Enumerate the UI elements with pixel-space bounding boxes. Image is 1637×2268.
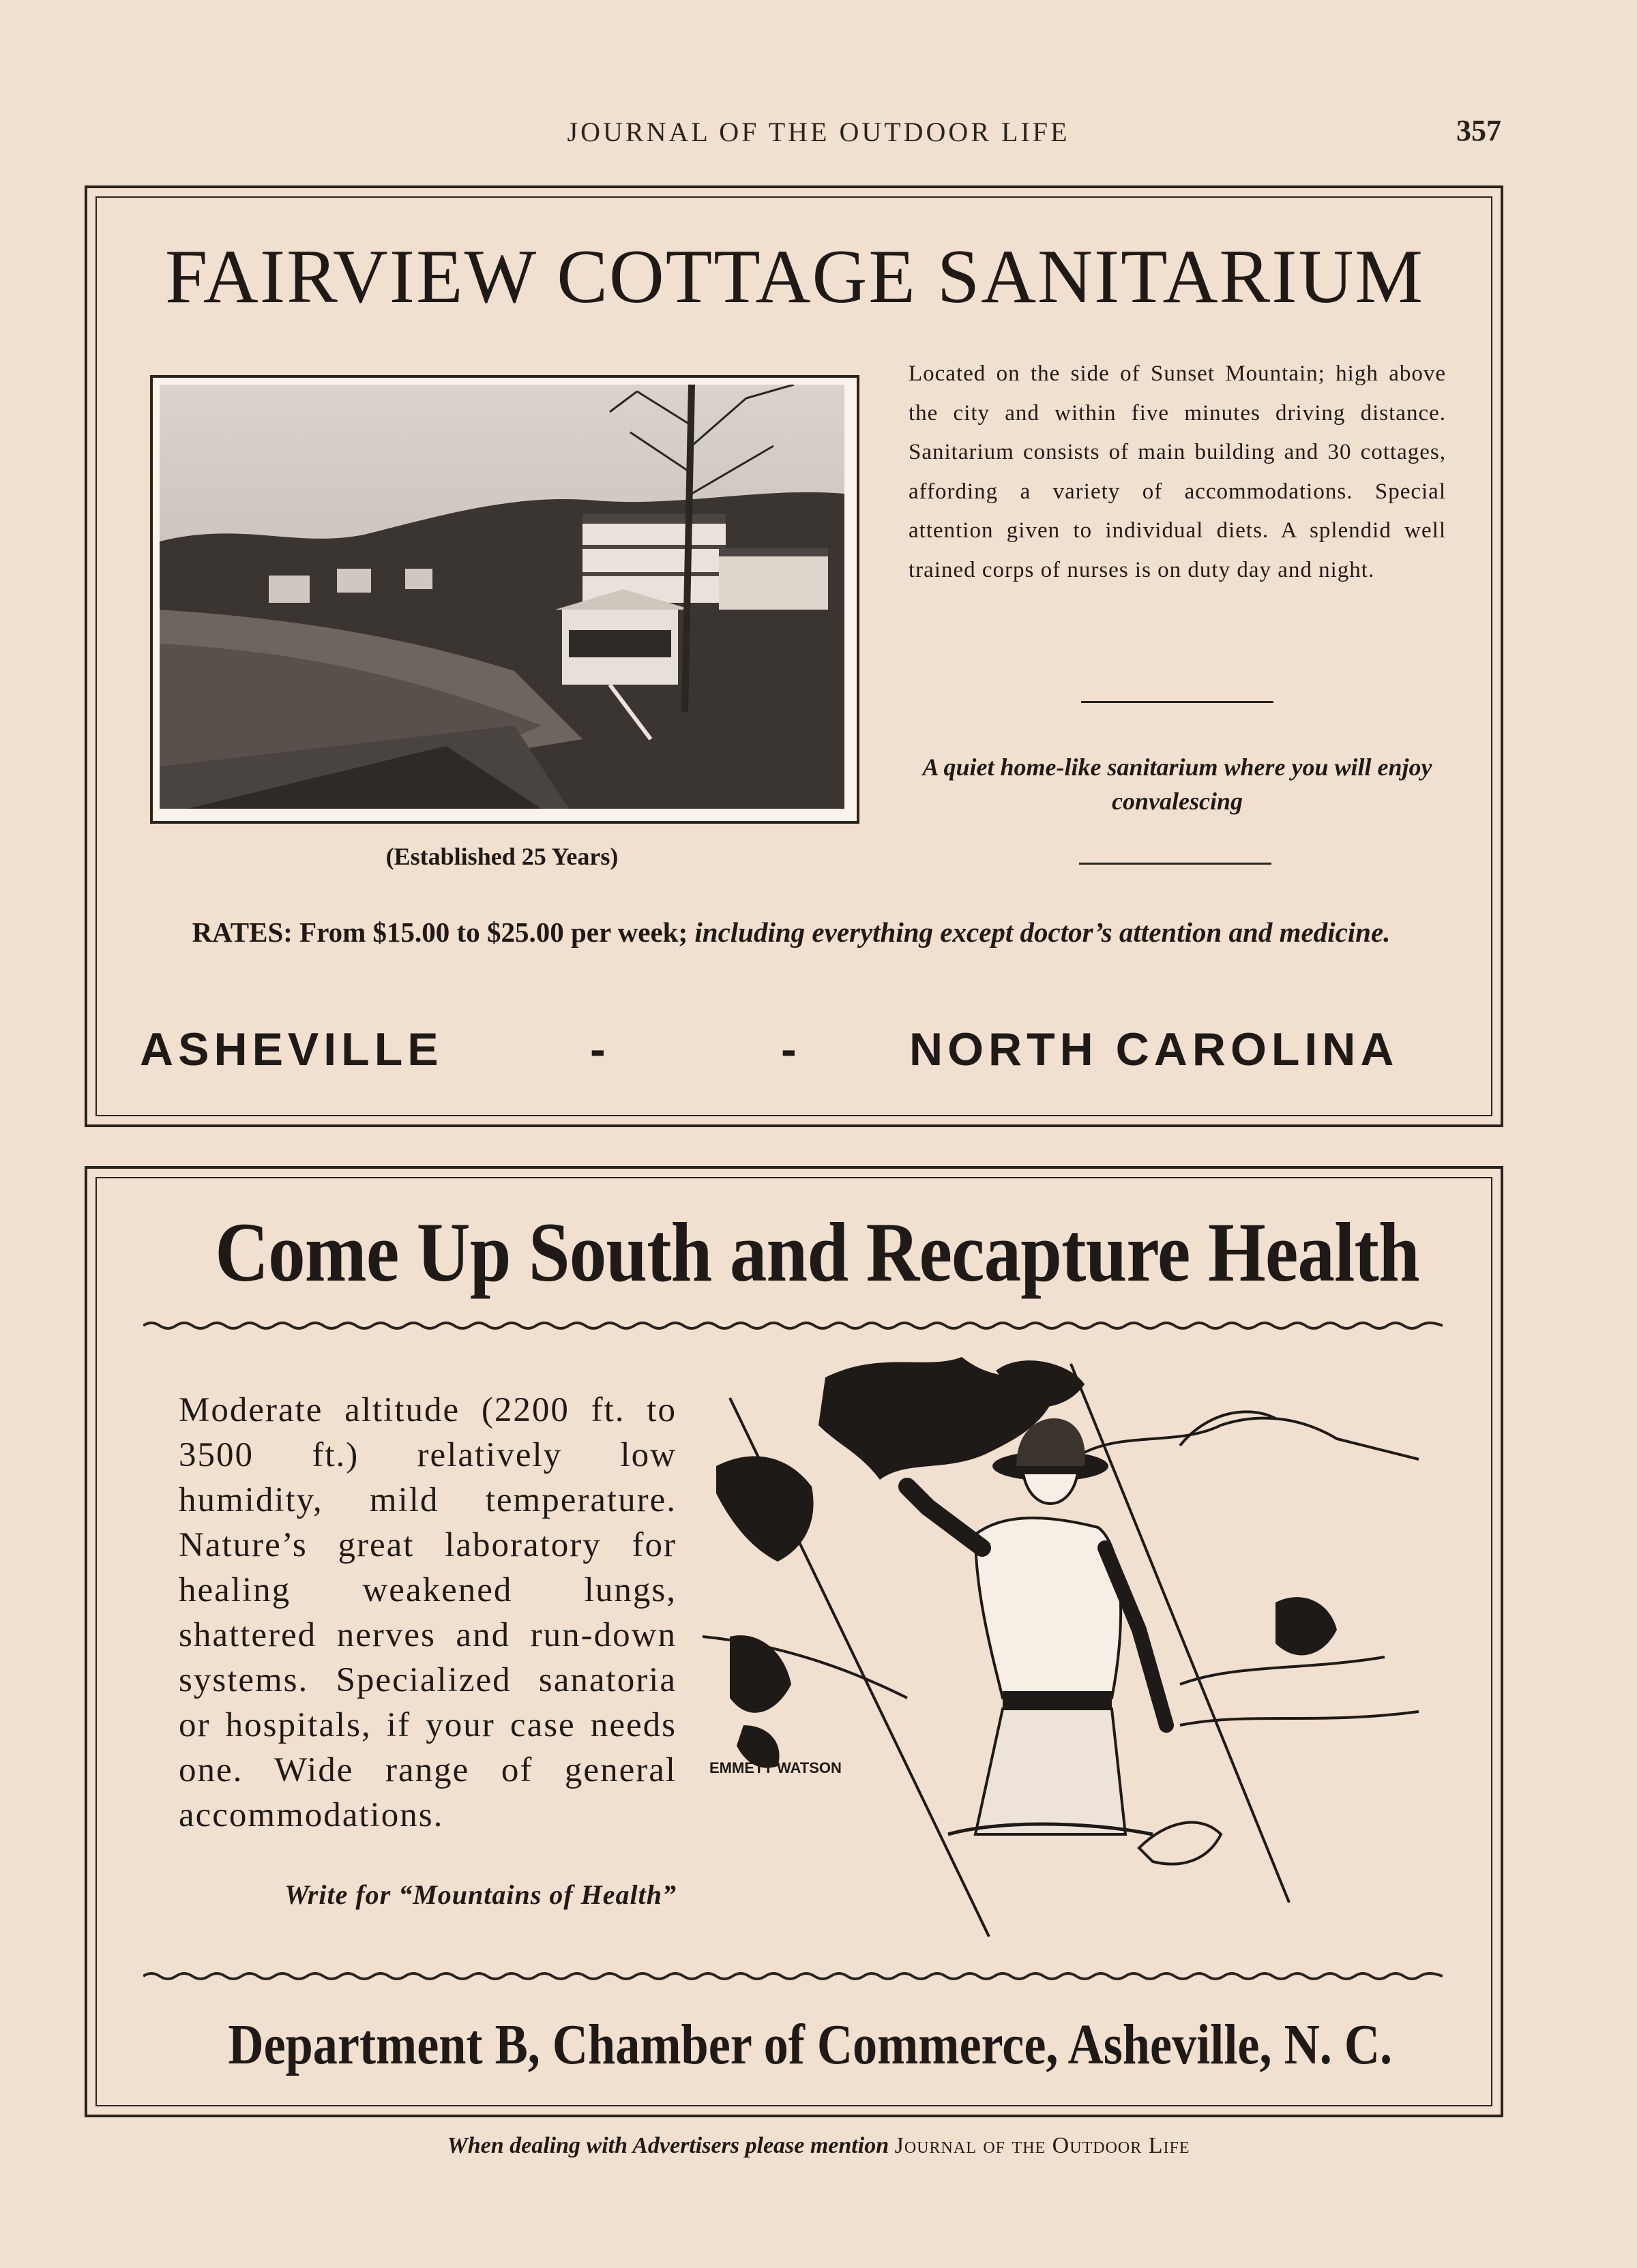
ornamental-rule <box>143 1320 1443 1331</box>
footer-journal: Journal of the Outdoor Life <box>894 2133 1190 2158</box>
divider-rule <box>1079 863 1271 865</box>
call-to-action: Write for “Mountains of Health” <box>284 1879 677 1910</box>
fairview-title: FAIRVIEW COTTAGE SANITARIUM <box>165 235 1424 319</box>
state-name: NORTH CAROLINA <box>909 1024 1399 1075</box>
fairview-tagline: A quiet home-like sanitarium where you will enjoy convalescing <box>922 753 1432 815</box>
separator-dash: - <box>590 1024 606 1075</box>
sanitarium-photo-image <box>160 385 844 809</box>
fairview-description: Located on the side of Sunset Mountain; high above the city and within five minutes driving distance. Sanitarium consists of main building and 30 cottages, affording a variety of accommodations. Special attention given to individual diets. A splendid well trained corps of nurses is on duty day and night. <box>909 361 1446 582</box>
fisherman-illustration <box>703 1343 1446 1943</box>
health-body: Moderate altitude (2200 ft. to 3500 ft.) relatively low humidity, mild temperature. Nature’s great laboratory for healing weakened lungs, shattered nerves and run-down systems. Specialized sanatoria or hospitals, if your case needs one. Wide range of general accommodations. <box>179 1391 677 1834</box>
contact-address: Department B, Chamber of Commerce, Asheville, N. C. <box>228 2013 1393 2076</box>
photo-caption: (Established 25 Years) <box>385 843 619 870</box>
separator-dash: - <box>781 1024 797 1075</box>
ornamental-rule <box>143 1971 1443 1982</box>
rates-suffix: including everything except doctor’s attention and medicine. <box>694 916 1391 948</box>
sanitarium-photo <box>150 375 859 824</box>
divider-rule <box>1081 701 1273 703</box>
rates-prefix: RATES: From $15.00 to $25.00 per week; <box>192 916 688 948</box>
page-number: 357 <box>1456 114 1501 147</box>
running-header: JOURNAL OF THE OUTDOOR LIFE <box>567 117 1070 147</box>
footer-text: When dealing with Advertisers please mention <box>447 2133 889 2158</box>
footer-note <box>0 2133 1637 2159</box>
city-name: ASHEVILLE <box>140 1024 443 1075</box>
rates-text <box>136 912 1446 952</box>
health-title: Come Up South and Recapture Health <box>215 1206 1419 1299</box>
illustration-signature: EMMETT WATSON <box>709 1759 842 1776</box>
